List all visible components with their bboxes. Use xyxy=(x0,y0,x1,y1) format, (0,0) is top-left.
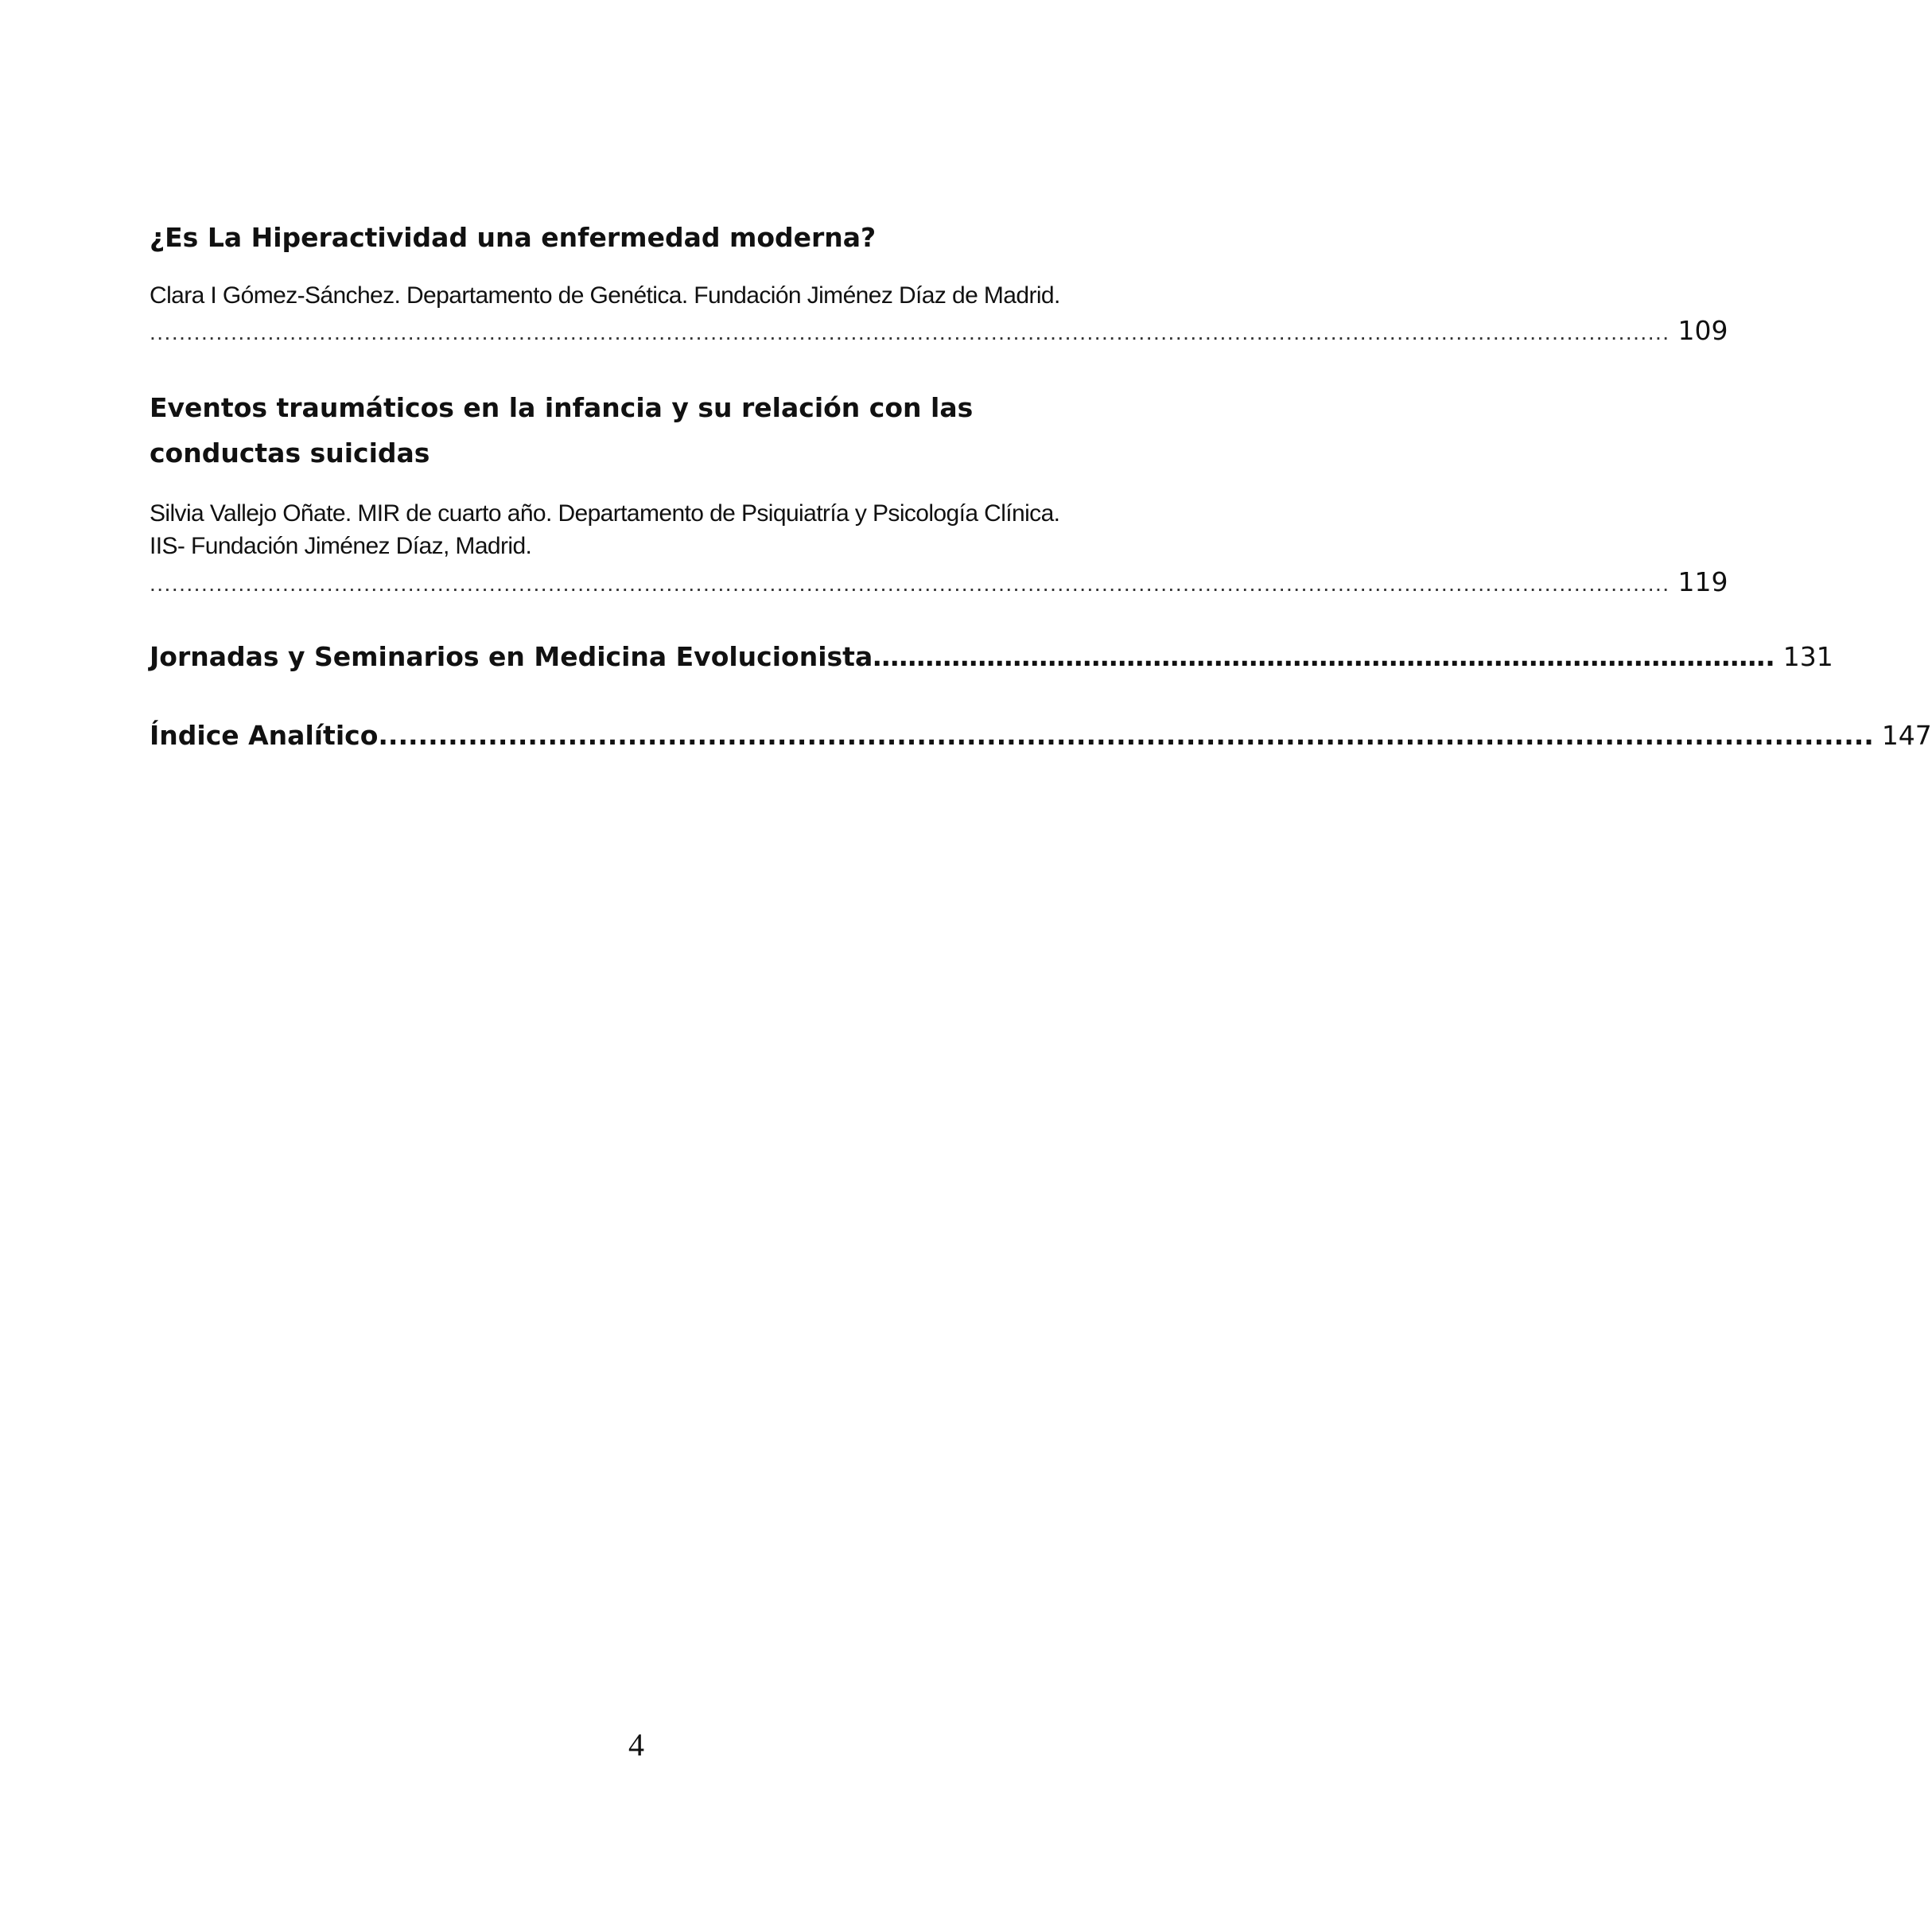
toc-entry-author-hiperactividad: Clara I Gómez-Sánchez. Departamento de Genética. Fundación Jiménez Díaz de Madrid. xyxy=(150,282,1060,309)
toc-entry-page-number: 147 xyxy=(1881,720,1932,751)
toc-entry-page-number: 119 xyxy=(1677,566,1728,597)
toc-entry-page-number: 131 xyxy=(1782,641,1833,672)
dot-leader: .............................................................................................................................................................................................................. xyxy=(150,571,1670,596)
toc-entry-leader-row-hiperactividad xyxy=(150,315,1728,346)
dot-leader: …………………………………………………………………………………………. xyxy=(873,641,1775,672)
toc-entry-row-jornadas xyxy=(150,641,1833,672)
dot-leader: .............................................................................................................................................................................................................. xyxy=(150,320,1670,344)
toc-entry-title-jornadas: Jornadas y Seminarios en Medicina Evolucionista xyxy=(150,641,873,672)
toc-entry-row-indice-analitico xyxy=(150,720,1932,751)
toc-entry-title-indice-analitico: Índice Analítico xyxy=(150,720,379,751)
toc-entry-author-line-1-eventos-traumaticos: Silvia Vallejo Oñate. MIR de cuarto año. Departamento de Psiquiatría y Psicología Clínica. xyxy=(150,500,1060,527)
page-number-footer: 4 xyxy=(628,1727,644,1763)
toc-entry-leader-row-eventos-traumaticos xyxy=(150,566,1728,597)
dot-leader: ...................................................................................................................................................... xyxy=(378,720,1874,751)
toc-entry-page-number: 109 xyxy=(1677,315,1728,346)
toc-entry-author-line-2-eventos-traumaticos: IIS- Fundación Jiménez Díaz, Madrid. xyxy=(150,533,532,559)
toc-entry-title-eventos-traumaticos: Eventos traumáticos en la infancia y su relación con las conductas suicidas xyxy=(150,392,974,469)
toc-entry-title-hiperactividad: ¿Es La Hiperactividad una enfermedad moderna? xyxy=(150,222,877,253)
